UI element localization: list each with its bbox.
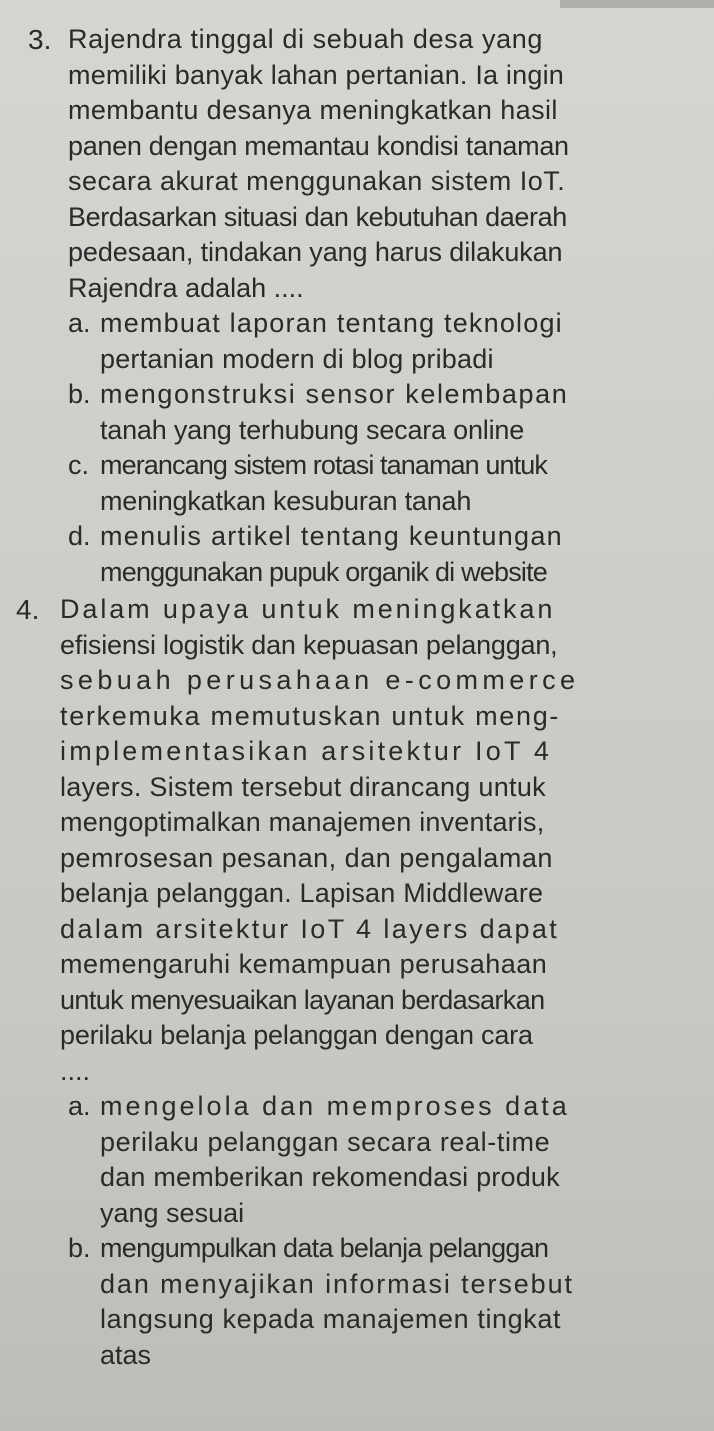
stem-line: Berdasarkan situasi dan kebutuhan daerah (68, 201, 567, 232)
option-line: mengonstruksi sensor kelembapan (100, 379, 569, 409)
option-text (100, 1089, 570, 1231)
stem-line: panen dengan memantau kondisi tanaman (68, 130, 569, 161)
option-letter: a. (68, 1091, 91, 1121)
option-text (100, 519, 563, 590)
stem-line: efisiensi logistik dan kepuasan pelanggan, (60, 629, 558, 660)
option-letter: b. (68, 379, 91, 409)
page-edge-shadow (560, 0, 714, 8)
option-letter: c. (68, 450, 90, 480)
option-letter: a. (68, 308, 91, 338)
question-stem (68, 22, 569, 306)
stem-line: memengaruhi kemampuan perusahaan (60, 949, 548, 979)
stem-line: untuk menyesuaikan layanan berdasarkan (60, 984, 545, 1015)
option-text (100, 377, 568, 448)
stem-line: secara akurat menggunakan sistem IoT. (68, 166, 566, 196)
option-line: yang sesuai (100, 1197, 245, 1228)
option-line: merancang sistem rotasi tanaman untuk (100, 450, 547, 480)
option-line: tanah yang terhubung secara online (100, 414, 525, 445)
option-line: membuat laporan tentang teknologi (100, 308, 563, 338)
question-stem (60, 592, 579, 1089)
stem-line: sebuah perusahaan e-commerce (60, 665, 580, 695)
option-text (100, 448, 547, 519)
stem-line: pemrosesan pesanan, dan pengalaman (60, 842, 553, 873)
stem-line: layers. Sistem tersebut dirancang untuk (60, 771, 546, 802)
stem-line: membantu desanya meningkatkan hasil (68, 95, 558, 125)
option-line: menggunakan pupuk organik di website (100, 556, 548, 587)
option-line: menulis artikel tentang keuntungan (100, 521, 563, 551)
stem-line: memiliki banyak lahan pertanian. Ia ingin (68, 59, 564, 90)
question-number: 4. (16, 594, 40, 625)
option-letter: d. (68, 521, 91, 551)
stem-line: belanja pelanggan. Lapisan Middleware (60, 878, 544, 908)
option-line: pertanian modern di blog pribadi (100, 343, 494, 374)
stem-line: Rajendra tinggal di sebuah desa yang (68, 24, 543, 54)
option-line: perilaku pelanggan secara real-time (100, 1126, 551, 1157)
option-letter: b. (68, 1233, 91, 1263)
stem-line: mengoptimalkan manajemen inventaris, (60, 807, 545, 837)
stem-line: dalam arsitektur IoT 4 layers dapat (60, 913, 560, 944)
option-line: mengelola dan memproses data (100, 1091, 570, 1121)
option-line: mengumpulkan data belanja pelanggan (100, 1233, 549, 1263)
option-line: dan memberikan rekomendasi produk (100, 1162, 560, 1192)
question-number: 3. (28, 24, 52, 55)
stem-line: .... (60, 1055, 91, 1086)
option-line: dan menyajikan informasi tersebut (100, 1268, 574, 1299)
stem-line: terkemuka memutuskan untuk meng- (60, 700, 561, 731)
option-line: langsung kepada manajemen tingkat (100, 1304, 562, 1334)
option-line: atas (100, 1339, 152, 1370)
stem-line: Dalam upaya untuk meningkatkan (60, 594, 556, 624)
stem-line: pedesaan, tindakan yang harus dilakukan (68, 237, 563, 267)
option-line: meningkatkan kesuburan tanah (100, 485, 472, 516)
stem-line: Rajendra adalah .... (68, 272, 304, 303)
option-text (100, 1231, 574, 1373)
option-text (100, 306, 563, 377)
stem-line: implementasikan arsitektur IoT 4 (60, 736, 553, 766)
stem-line: perilaku belanja pelanggan dengan cara (60, 1020, 533, 1050)
